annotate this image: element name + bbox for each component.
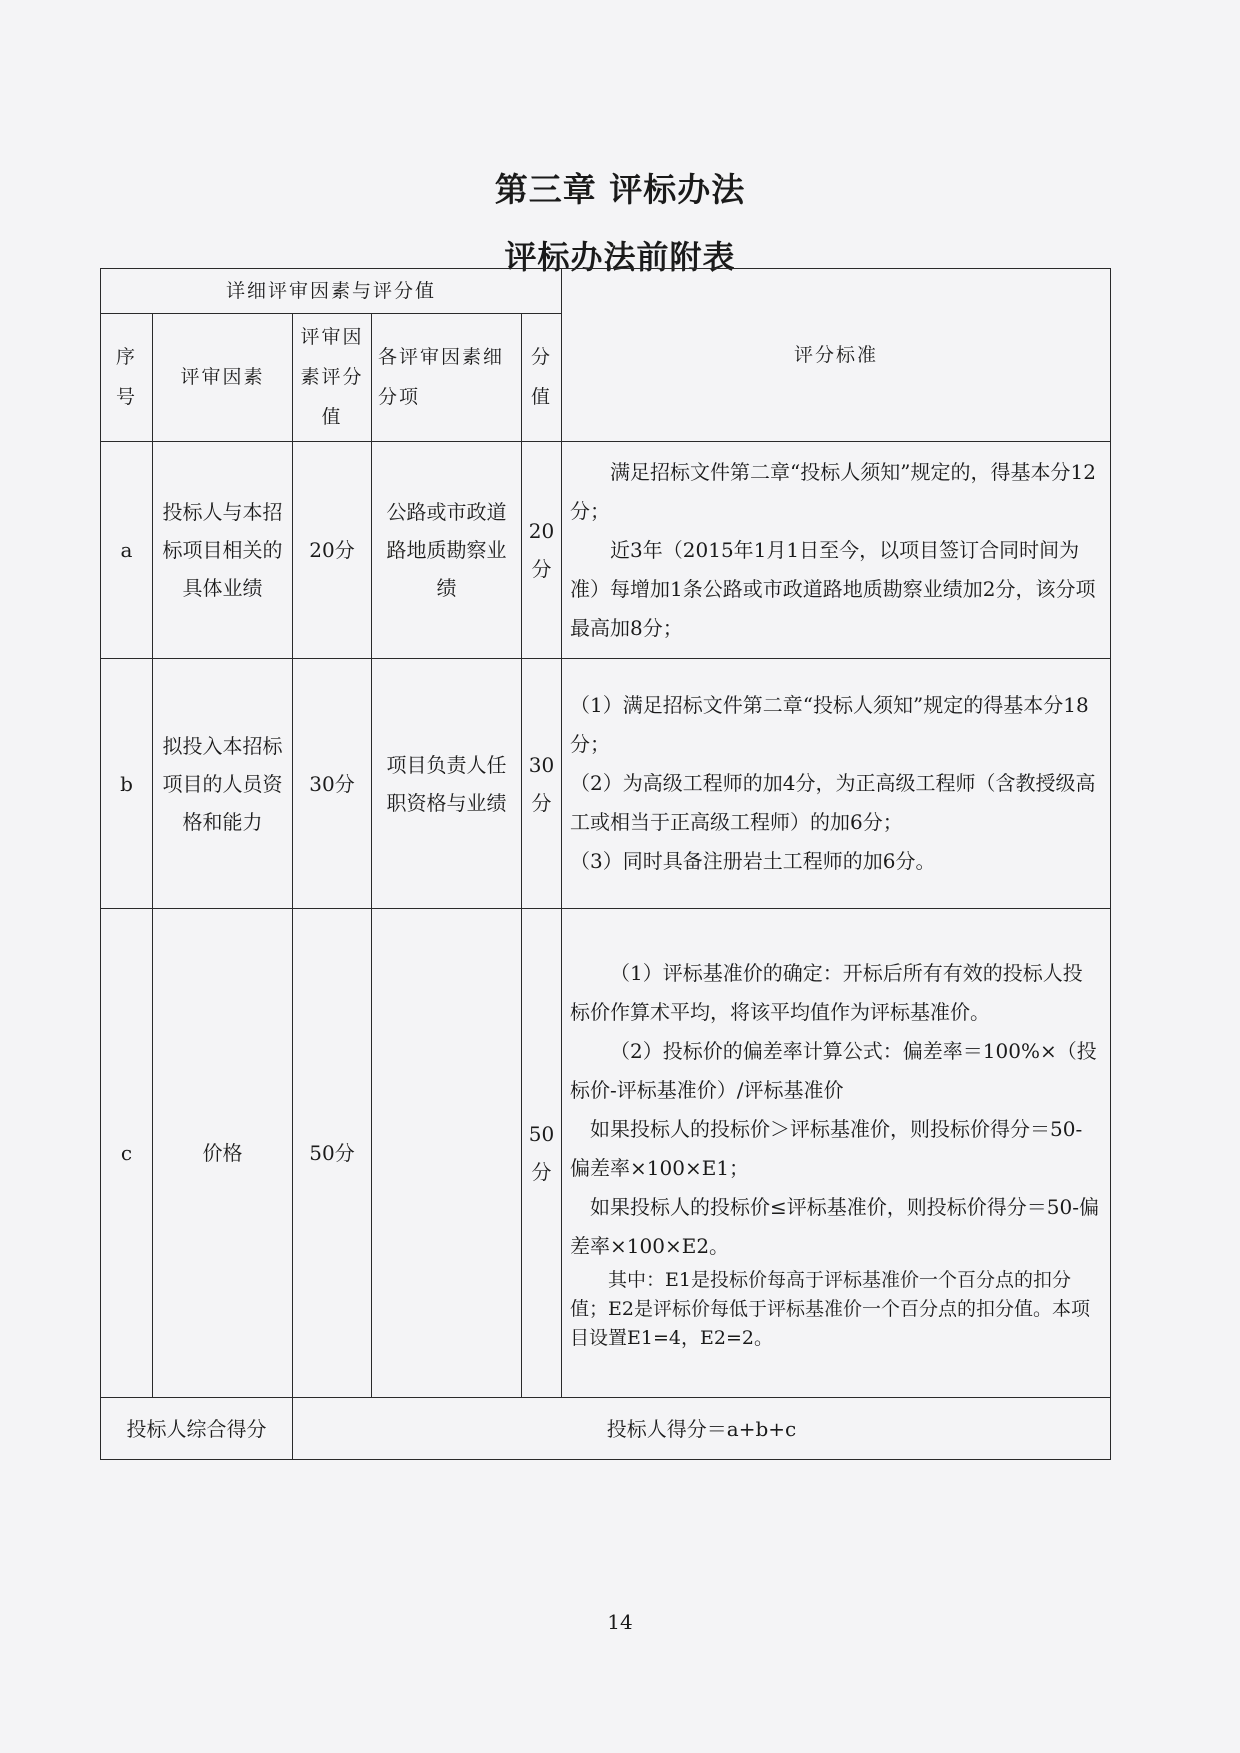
header-criteria: 评分标准 [562, 269, 1111, 442]
criteria-line: 如果投标人的投标价≤评标基准价，则投标价得分＝50-偏差率×100×E2。 [570, 1194, 1100, 1258]
header-factor-score: 评审因素评分值 [293, 313, 372, 442]
header-factor: 评审因素 [153, 313, 293, 442]
header-sub-items: 各评审因素细分项 [372, 313, 522, 442]
row-score: 20分 [522, 442, 562, 659]
row-score: 50分 [522, 909, 562, 1398]
table-header-group-row [101, 269, 1111, 314]
row-seq: c [101, 909, 153, 1398]
row-factor: 投标人与本招标项目相关的具体业绩 [153, 442, 293, 659]
table-row [101, 442, 1111, 659]
row-criteria [562, 442, 1111, 659]
row-seq: b [101, 659, 153, 909]
scoring-table [100, 268, 1111, 1460]
row-sub-item: 公路或市政道路地质勘察业绩 [372, 442, 522, 659]
row-score: 30分 [522, 659, 562, 909]
row-criteria [562, 659, 1111, 909]
table-row [101, 909, 1111, 1398]
chapter-title: 第三章 评标办法 [494, 170, 746, 209]
criteria-line: 其中：E1是投标价每高于评标基准价一个百分点的扣分值；E2是评标价每低于评标基准价一个百分点的扣分值。本项目设置E1=4，E2=2。 [570, 1268, 1091, 1349]
header-seq: 序号 [101, 313, 153, 442]
row-sub-item [372, 909, 522, 1398]
row-criteria [562, 909, 1111, 1398]
page-number: 14 [607, 1610, 633, 1634]
criteria-line: 满足招标文件第二章“投标人须知”规定的，得基本分12分； [570, 459, 1096, 523]
total-label: 投标人综合得分 [101, 1398, 293, 1460]
row-factor-score: 30分 [293, 659, 372, 909]
row-factor: 拟投入本招标项目的人员资格和能力 [153, 659, 293, 909]
row-factor-score: 50分 [293, 909, 372, 1398]
table-title: 评标办法前附表 [504, 238, 736, 276]
criteria-line: 近3年（2015年1月1日至今，以项目签订合同时间为准）每增加1条公路或市政道路地质勘察业绩加2分，该分项最高加8分； [570, 537, 1096, 640]
row-sub-item: 项目负责人任职资格与业绩 [372, 659, 522, 909]
criteria-line: （1）满足招标文件第二章“投标人须知”规定的得基本分18分； [570, 693, 1089, 757]
criteria-line: （1）评标基准价的确定：开标后所有有效的投标人投标价作算术平均，将该平均值作为评标基准价。 [570, 960, 1083, 1024]
criteria-line: （2）为高级工程师的加4分，为正高级工程师（含教授级高工或相当于正高级工程师）的加6分； [570, 771, 1096, 835]
table-row [101, 659, 1111, 909]
header-score: 分值 [522, 313, 562, 442]
row-factor: 价格 [153, 909, 293, 1398]
criteria-line: （3）同时具备注册岩土工程师的加6分。 [570, 849, 936, 874]
total-formula: 投标人得分＝a+b+c [293, 1398, 1111, 1460]
criteria-line: 如果投标人的投标价＞评标基准价，则投标价得分＝50-偏差率×100×E1； [570, 1116, 1083, 1180]
row-seq: a [101, 442, 153, 659]
row-factor-score: 20分 [293, 442, 372, 659]
header-group: 详细评审因素与评分值 [101, 269, 562, 314]
total-row [101, 1398, 1111, 1460]
criteria-line: （2）投标价的偏差率计算公式：偏差率＝100%×（投标价-评标基准价）/评标基准价 [570, 1038, 1097, 1102]
